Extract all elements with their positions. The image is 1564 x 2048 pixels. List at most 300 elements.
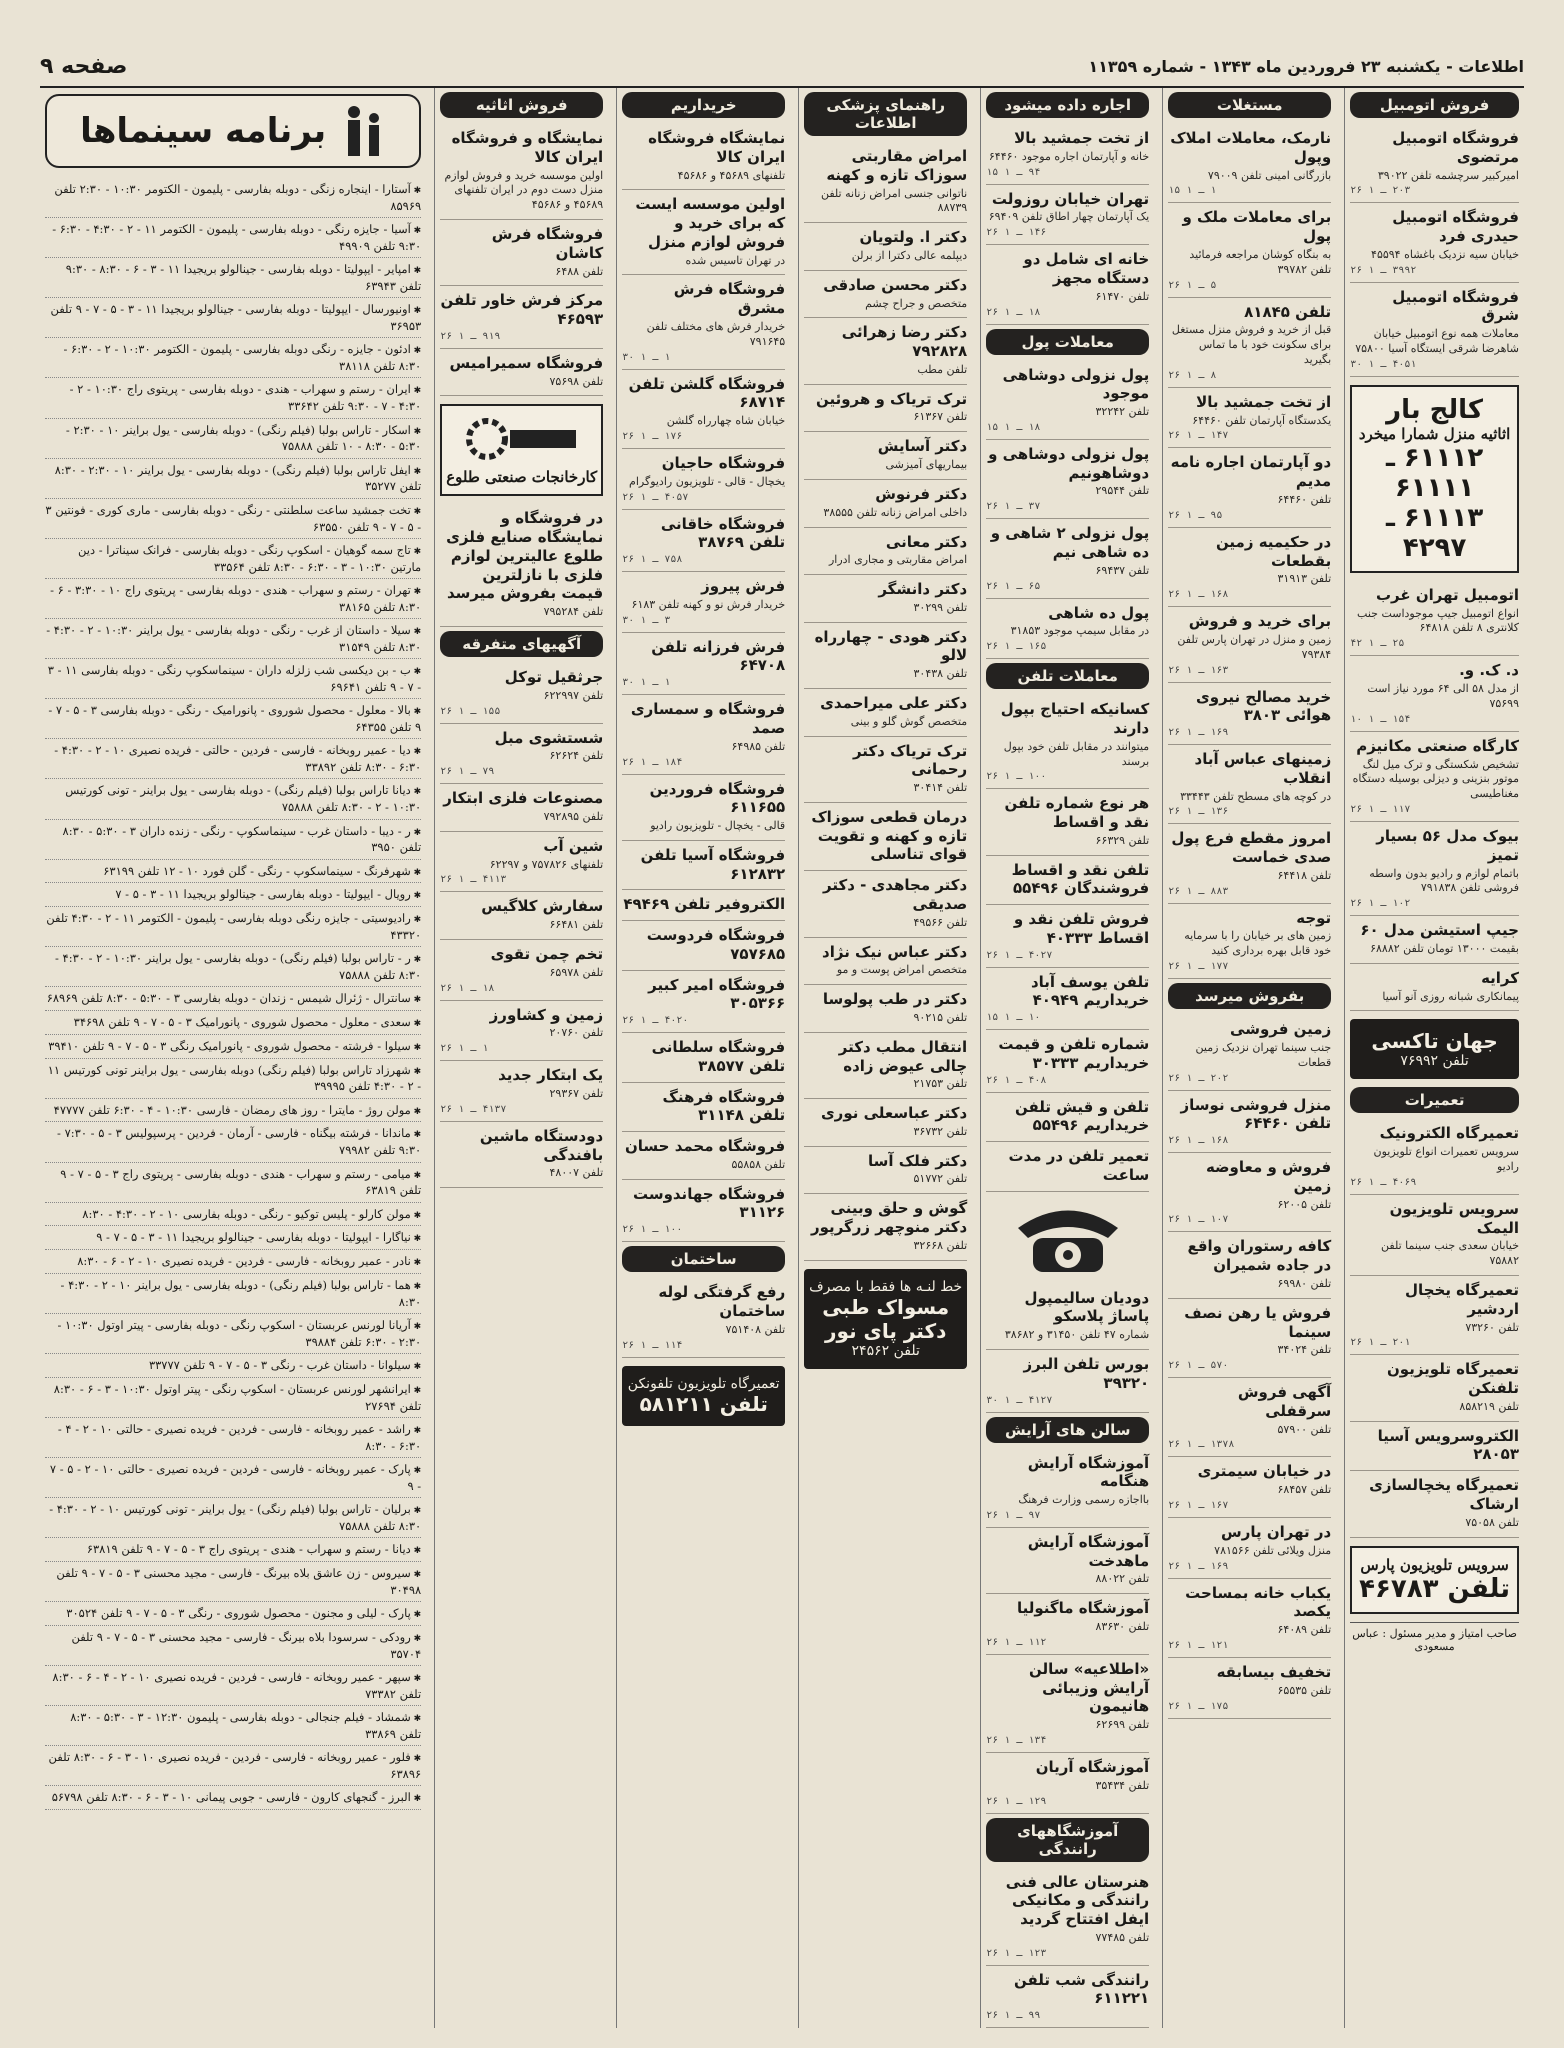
ad-list [1168,124,1331,979]
cinema-listing-item: ✱ سعدی - معلول - محصول شوروی - پانورامیک ۳ - ۵ - ۷ - ۹ تلفن ۳۴۶۹۸ [45,1011,421,1035]
ad-title: فروشگاه محمد حسان [624,1137,786,1156]
ad-list [1350,1119,1519,1537]
ad-body: تلفن ۸۳۶۳۰ [1095,1619,1150,1633]
page-header [40,46,1524,88]
ad-body: تلفن ۵۷۹۰۰ [1277,1422,1332,1436]
ad-body: تلفن ۶۹۹۸۰ [1277,1276,1332,1290]
ad-body: خیابان سعدی جنب سینما تلفن ۷۵۸۸۲ [1381,1239,1519,1268]
ad-title: کرایه [1481,968,1519,987]
ad-body: دیپلمه عالی دکترا از برلن [851,248,968,262]
cinema-listing-item: ✱ شمشاد - فیلم جنجالی - دوبله بفارسی - پلیمون ۱۲:۳۰ - ۳ - ۵:۳۰ - ۸:۳۰ تلفن ۳۳۸۶۹ [45,1706,421,1746]
ad-title: تهران خیابان روزولت [991,189,1150,208]
ad-code: ۱۵۵ ـ ۱ ۲۶ [440,705,501,717]
ad-code: ۱ ـ ۱ ۳۰ [622,351,671,363]
classified-ad [1350,203,1519,282]
ad-title: از تخت جمشید بالا [1014,129,1150,147]
ad-title: دکتر فرنوش [875,484,968,503]
cinema-listing-item: ✱ ایفل تاراس بولبا (فیلم رنگی) - دوبله بفارسی - یول براینر ۱۰ - ۲:۳۰ - ۸:۳۰ تلفن ۳۵۲۷۷ [45,459,421,499]
classified-ad [1350,1276,1519,1355]
ad-title: زمین و کشاورز [489,1005,604,1024]
ad-code: ۱۰۲ ـ ۱ ۲۶ [1350,898,1411,910]
ad-title: مصنوعات فلزی ابتکار [443,789,604,808]
ad-title: از تخت جمشید بالا [1196,392,1332,411]
ad-title: امروز مقطع فرع پول صدی خماست [1171,829,1332,867]
ad-body: از مدل ۵۸ الی ۶۴ مورد نیاز است ۷۵۶۹۹ [1367,682,1519,710]
cinema-listing-item: ✱ نیاگارا - ایپولیتا - دوبله بفارسی - جینالولو بریجیدا ۱۱ - ۳ - ۵ - ۷ - ۹ [45,1226,421,1250]
ad-list [986,1284,1149,1413]
classified-ad [804,271,967,319]
ad-title: پول نزولی دوشاهی موجود [1002,365,1150,403]
ad-body: تلفن ۳۰۴۱۴ [913,781,968,795]
cinema-listing-item: ✱ سیروس - زن عاشق بلاه بیرنگ - فارسی - مجید محسنی ۳ - ۵ - ۷ - ۹ تلفن ۳۰۴۹۸ [45,1562,421,1602]
classified-ad [622,190,785,275]
classified-ad [986,1142,1149,1192]
ad-title: فروشگاه و سمساری صمد [630,700,786,737]
ad-title: فروشگاه فردوست ۷۵۷۶۸۵ [646,926,786,963]
ad-list [986,695,1149,1192]
ad-title: رفع گرفتگی لوله ساختمان [658,1283,786,1320]
cinema-listing-item: ✱ تهران - رستم و سهراب - هندی - دوبله بفارسی - پریتوی راج ۱۰ - ۳:۳۰ - ۶ - ۸:۳۰ تلفن ۳۸۱۶۵ [45,579,421,619]
ad-code: ۴۰۲۷ ـ ۱ ۲۶ [986,949,1053,961]
cinema-listing-item: ✱ ماندانا - فرشته بیگناه - فارسی - آرمان - فردین - پرسپولیس ۳ - ۵ - ۷:۳۰ - ۹:۳۰ تلفن ۷۹۹۸۲ [45,1122,421,1162]
ad-body: بااجازه رسمی وزارت فرهنگ [1018,1493,1150,1507]
classified-ad [986,185,1149,246]
ad-title: کسانیکه احتیاج بپول دارند [1000,700,1150,737]
classified-ad [986,905,1149,968]
ad-body: تلفن ۴۹۵۶۶ [913,915,968,929]
ad-code: ۱۷۶ ـ ۱ ۲۶ [622,430,683,442]
classified-ad [804,528,967,576]
ad-body: تلفن ۶۸۴۵۷ [1277,1483,1332,1497]
ad-headline: کالج بار [1386,394,1484,425]
cinema-listing-item: ✱ سیلوانا - داستان غرب - رنگی ۳ - ۵ - ۷ - ۹ تلفن ۳۳۷۷۷ [45,1354,421,1378]
section-header-misc: آگهیهای متفرقه [440,631,603,657]
column-medical [798,88,972,2028]
ad-title: نمایشگاه و فروشگاه ایران کالا [451,129,604,166]
cinema-banner [45,94,421,168]
classified-ad [622,1083,785,1133]
classified-ad [986,789,1149,855]
ad-title: فروشگاه اتومبیل شرق [1392,287,1519,325]
ad-body: تلفن ۷۵۶۹۸ [549,374,604,388]
classified-ad [1350,964,1519,1012]
ad-title: پول نزولی ۲ شاهی و ده شاهی نیم [990,524,1150,561]
ad-list [440,504,603,627]
ad-body: تلفن ۷۷۴۸۵ [1095,1930,1150,1944]
ad-body: زمین های بر خیابان را با سرمایه خود قابل بهره برداری کنید [1184,929,1332,958]
classified-ad [986,1093,1149,1143]
ad-code: ۱۲۱ ـ ۱ ۲۶ [1168,1640,1229,1651]
ad-body: تلفن ۶۶۴۸۱ [549,918,604,932]
ad-title: یکباب خانه بمساحت یکصد [1185,1583,1332,1621]
classified-ad [986,1655,1149,1753]
section-header-repairs: تعمیرات [1350,1087,1519,1113]
ad-body: خیابان شاه چهارراه گلشن [666,414,786,428]
classified-ad [1168,1091,1331,1154]
column-rent [980,88,1154,2028]
cinema-listing-item: ✱ برلیان - تاراس بولبا (فیلم رنگی) - یول براینر - تونی کورتیس ۱۰ - ۲ - ۴:۳۰ - ۸:۳۰ تلفن ۷۵۸۸۸ [45,1498,421,1538]
section-header-for-sale: بفروش میرسد [1168,983,1331,1009]
ad-body: تلفنهای ۴۵۶۸۹ و ۴۵۶۸۶ [677,168,786,182]
ad-title: فروشگاه فرش مشرق [673,280,786,318]
cinema-listing-item: ✱ سانترال - ژئرال شیمس - زندان - دوبله بفارسی ۳ - ۵:۳۰ - ۸:۳۰ تلفن ۶۸۹۶۹ [45,987,421,1011]
ad-body: تلفن ۷۳۲۶۰ [1465,1320,1519,1334]
ad-title: فروشگاه سمیرامیس [449,353,604,372]
ad-title: زمینهای عباس آباد انقلاب [1194,750,1332,787]
classified-ad [1168,1457,1331,1518]
ad-headline: تعمیرگاه تلویزیون تلفونکن [627,1375,780,1392]
classified-ad [440,663,603,724]
ad-title: فروشگاه جهاندوست ۳۱۱۲۶ [632,1184,786,1222]
classified-ad [1168,298,1331,388]
ad-body: تلفن ۲۹۵۴۴ [1095,484,1150,498]
classified-ad [986,856,1149,906]
ad-body: تلفن ۷۵۰۵۸ [1465,1515,1519,1529]
cinema-listing-item: ✱ دیانا - رستم و سهراب - هندی - پریتوی راج ۳ - ۵ - ۷ - ۹ تلفن ۶۳۸۱۹ [45,1538,421,1562]
ad-body: یخچال - قالی - تلویزیون رادیوگرام [629,474,786,488]
ad-code: ۲۰۱ ـ ۱ ۲۶ [1350,1337,1411,1349]
cinema-listing-item: ✱ میامی - رستم و سهراب - هندی - دوبله بفارسی - پریتوی راج ۳ - ۵ - ۷ - ۹ تلفن ۶۳۸۱۹ [45,1163,421,1203]
classified-ad [1350,916,1519,964]
classified-ad [1168,683,1331,746]
ad-body: تلفن ۳۶۷۳۲ [913,1124,968,1138]
classified-ad [1350,1471,1519,1537]
ad-code: ۹۹ ـ ۱ ۲۶ [986,2010,1041,2022]
ad-title: فروشگاه آسیا تلفن ۶۱۲۸۳۲ [640,845,786,883]
ad-body: تلفن ۶۵۹۷۸ [549,965,604,979]
ad-title: آموزشگاه آرایش ماهدخت [1027,1532,1150,1570]
classified-ad [986,1449,1149,1528]
cinema-listing-item: ✱ دیا - عمیر روبخانه - فارسی - فردین - حالتی - فریده نصیری ۱۰ - ۲ - ۴:۳۰ - ۶:۳۰ - ۸:۳۰ تلفن ۳۳۸۹۲ [45,739,421,779]
column-cinema [40,88,426,2028]
ad-code: ۱۷۷ ـ ۱ ۲۶ [1168,961,1229,973]
ad-title: تخم چمن تقوی [490,945,604,964]
classified-ad [986,361,1149,440]
classified-ad [986,1966,1149,2028]
ad-title: در خیابان سیمتری [1197,1462,1332,1481]
ad-code: ۱۶۹ ـ ۱ ۲۶ [1168,727,1229,739]
classified-ad [622,572,785,633]
classified-ad [804,575,967,623]
cinema-listing-item: ✱ ر - تاراس بولبا (فیلم رنگی) - دوبله بفارسی - یول براینر ۱۰:۳۰ - ۲ - ۴:۳۰ - ۸:۳۰ تلفن ۷۵۸۸۸ [45,947,421,987]
ad-body: متخصص امراض پوست و مو [836,963,968,977]
ad-list [986,1449,1149,1814]
ad-body: اولین موسسه خرید و فروش لوازم منزل دست دوم در ایران تلفنهای ۴۵۶۸۹ و ۴۵۶۸۶ [444,168,604,212]
ad-phone: تلفن ۲۴۵۶۲ [851,1342,920,1359]
classified-ad [622,971,785,1034]
classified-ad [804,1033,967,1099]
classified-ad [622,1132,785,1180]
ad-title: فروشگاه خاقانی تلفن ۳۸۷۶۹ [660,514,786,552]
ad-code: ۱ ـ ۱ ۳۰ [622,677,671,689]
ad-code: ۱۰۷ ـ ۱ ۲۶ [1168,1214,1229,1226]
classified-ad [986,440,1149,519]
ad-title: دو آپارتمان اجاره نامه مدیم [1170,453,1332,491]
ad-body: تلفن ۲۱۷۵۳ [913,1077,968,1091]
cinema-listing-item: ✱ تخت جمشید ساعت سلطنتی - رنگی - دوبله بفارسی - ماری کوری - فونتین ۳ - ۵ - ۷ - ۹ تلفن ۶۳۵۵۰ [45,499,421,539]
ad-code: ۹۵ ـ ۱ ۲۶ [1168,509,1223,521]
cinema-listing-item: ✱ بالا - معلول - محصول شوروی - پانورامیک - رنگی - دوبله بفارسی ۳ - ۵ - ۷ - ۹ تلفن ۶۴۳۵۵ [45,699,421,739]
section-header-driving: آموزشگاههای رانندگی [986,1818,1149,1862]
ad-title: نمایشگاه فروشگاه ایران کالا [648,129,786,166]
ad-code: ۱۸ ـ ۱ ۲۶ [440,982,495,994]
ad-title: فروشگاه گلشن تلفن ۶۸۷۱۴ [628,374,786,412]
telephone-illustration [986,1198,1149,1278]
cinema-listing-item: ✱ سیلوا - فرشته - محصول شوروی - پانورامیک رنگی ۳ - ۵ - ۷ - ۹ تلفن ۳۹۴۱۰ [45,1035,421,1059]
cinema-listing [45,178,421,1810]
ad-body: قبل از خرید و فروش منزل مستغل برای سکونت خود با ما تماس بگیرید [1171,323,1332,366]
classified-ad [1168,904,1331,979]
ad-title: فروشگاه فرهنگ تلفن ۳۱۱۴۸ [662,1087,786,1125]
cinema-listing-item: ✱ هما - تاراس بولبا (فیلم رنگی) - دوبله بفارسی - یول براینر ۱۰ - ۲ - ۴:۳۰ - ۸:۳۰ [45,1274,421,1314]
section-header-furniture: فروش اثاثیه [440,92,603,118]
classified-ad [804,737,967,803]
ad-body: متخصص گوش گلو و بینی [850,714,968,728]
classified-ad [804,1099,967,1147]
ad-title: شماره تلفن و قیمت خریداریم ۳۰۳۳۳ [998,1035,1150,1072]
ad-title: جیپ استیشن مدل ۶۰ [1360,921,1519,940]
ad-body: پیمانکاری شبانه روزی آنو آسیا [1382,989,1519,1003]
ad-list [1350,124,1519,377]
cinema-listing-item: ✱ اونیورسال - ایپولیتا - دوبله بفارسی - جینالولو بریجیدا ۱۱ - ۳ - ۵ - ۷ - ۹ تلفن ۳۶۹۵۳ [45,298,421,338]
ad-body: تلفن ۶۴۹۸۵ [731,739,786,753]
ad-code: ۳۷ ـ ۱ ۲۶ [986,501,1041,513]
ad-title: فروشگاه فروردین ۶۱۱۶۵۵ [649,779,786,817]
ad-code: ۱۳۴ ـ ۱ ۲۶ [986,1734,1047,1746]
ad-body: امراض مقاربتی و مجاری ادرار [828,553,968,567]
toothbrush-ad [804,1269,967,1369]
ad-list [986,361,1149,660]
ad-body: تلفن ۶۴۰۸۹ [1277,1623,1332,1637]
classified-ad [1168,1658,1331,1719]
ad-title: تعمیرگاه یخچال اردشیر [1405,1281,1519,1318]
classified-ad [986,1350,1149,1413]
cinema-listing-item: ✱ پارک - لیلی و مجنون - محصول شوروی - رنگی ۳ - ۵ - ۷ - ۹ تلفن ۳۰۵۲۴ [45,1602,421,1626]
ad-title: الکتروسرویس آسیا ۲۸۰۵۳ [1377,1426,1519,1464]
family-icon [342,104,386,158]
ad-phone: تلفن ۷۶۹۹۲ [1400,1053,1469,1070]
classified-ad [1168,388,1331,449]
ad-body: تلفن ۶۵۵۳۵ [1277,1683,1332,1697]
ad-code: ۴۰۸ ـ ۱ ۲۶ [986,1074,1047,1086]
classified-ad [804,938,967,986]
classified-ad [622,1278,785,1357]
cinema-listing-item: ✱ ایرانشهر لورنس عربستان - اسکوپ رنگی - پیتر اوتول ۱۰:۳۰ - ۳ - ۶ - ۸:۳۰ تلفن ۲۷۶۹۴ [45,1378,421,1418]
classified-ad [986,1753,1149,1814]
ad-title: خانه ای شامل دو دستگاه مجهز [1023,250,1150,287]
classified-ad [1350,1119,1519,1194]
ad-body: تلفن ۶۲۲۹۹۷ [543,688,604,702]
classified-ad [1350,124,1519,203]
section-header-buying: خریداریم [622,92,785,118]
classified-ad [622,1033,785,1083]
ad-phone: تلفن ۴۶۷۸۳ [1359,1573,1511,1604]
classified-ad [1168,528,1331,607]
ad-title: فروشگاه فرش کاشان [491,225,604,262]
ad-body: به بنگاه کوشان مراجعه فرمائید تلفن ۳۹۷۸۲ [1189,247,1332,276]
telephone-icon [1003,1198,1133,1278]
classified-ad [804,1194,967,1260]
ad-title: در حکیمیه زمین بقطعات [1215,532,1332,570]
ad-title: ترک تریاک و هروئین [815,389,968,408]
classified-ad [1168,1378,1331,1457]
ad-title: الکتروفیر تلفن ۴۹۴۶۹ [623,895,786,914]
section-header-money: معاملات پول [986,329,1149,355]
ad-body: تلفن ۴۸۰۰۷ [549,1166,604,1180]
ad-title: تلفن یوسف آباد خریداریم ۴۰۹۴۹ [1030,972,1150,1010]
ad-body: انواع اتومبیل جیپ موجوداست جنب کلانتری ۸ تلفن ۶۴۸۱۸ [1357,606,1519,635]
ad-title: دکتر عباسعلی نوری [820,1104,968,1123]
ad-body: خیابان سیه نزدیک باغشاه ۴۵۵۹۴ [1371,247,1519,261]
classified-ad [440,504,603,627]
classified-ad [440,892,603,940]
ad-title: درمان قطعی سوزاک تازه و کهنه و تقویت قوای تناسلی [811,807,968,864]
ad-title: دکتر محسن صادقی [823,275,968,294]
ad-code: ۹۱۹ ـ ۱ ۲۶ [440,330,501,342]
ad-title: فروشگاه اتومبیل حیدری فرد [1392,208,1519,246]
column-cars [1344,88,1524,2028]
ad-title: زمین فروشی [1230,1020,1332,1039]
ad-title: پول نزولی دوشاهی و دوشاهونیم [988,444,1150,482]
ad-code: ۱۲۹ ـ ۱ ۲۶ [986,1795,1047,1807]
ad-body: زمین و منزل در تهران پارس تلفن ۷۹۳۸۴ [1177,632,1332,661]
ad-body: سرویس تعمیرات انواع تلویزیون رادیو [1373,1145,1519,1173]
ad-body: در کوچه های مسطح تلفن ۳۳۴۴۳ [1180,789,1332,803]
ad-body: تلفن ۶۴۴۱۸ [1277,868,1332,882]
classified-ad [1168,1153,1331,1232]
ad-list [1168,1015,1331,1718]
classified-ad [986,124,1149,185]
cinema-listing-item: ✱ آریانا لورنس عربستان - اسکوپ رنگی - دوبله بفارسی - پیتر اوتول ۱۰:۳۰ - ۲:۳۰ - ۶:۳۰ تلفن ۳۹۸۸۴ [45,1314,421,1354]
ad-title: تعمیرگاه الکترونیک [1379,1124,1519,1143]
ad-body: امیرکبیر سرچشمه تلفن ۳۹۰۲۲ [1377,168,1519,182]
ad-body: خریدار فرش های مختلف تلفن ۷۹۱۶۴۵ [646,319,786,348]
ad-body: خریدار فرش نو و کهنه تلفن ۶۱۸۳ [631,597,786,611]
cinema-listing-item: ✱ رویال - ایپولیتا - دوبله بفارسی - جینالولو بریجیدا ۱۱ - ۳ - ۵ - ۷ [45,883,421,907]
classified-ad [622,370,785,449]
ad-list [440,663,603,1188]
ad-code: ۴۱۱۳ ـ ۱ ۲۶ [440,874,507,886]
cinema-listing-item: ✱ رادیوسیتی - جایزه رنگی دوبله بفارسی - پلیمون - الکتومر ۱۱ - ۲ - ۴:۳۰ تلفن ۴۳۳۲۰ [45,907,421,947]
column-furniture [434,88,608,2028]
ad-title: فروشگاه اتومبیل مرتضوی [1392,129,1519,166]
cinema-listing-item: ✱ فلور - عمیر روبخانه - فارسی - فردین - فریده نصیری ۱۰ - ۳ - ۶ - ۸:۳۰ تلفن ۶۳۸۹۶ [45,1746,421,1786]
cinema-listing-item: ✱ دیانا تاراس بولبا (فیلم رنگی) - دوبله بفارسی - یول براینر - تونی کورتیس ۱۰:۳۰ - ۲ - ۸:۳۰ تلفن ۷۵۸۸۸ [45,779,421,819]
classified-ad [1350,283,1519,377]
classified-ad [440,1061,603,1122]
ad-title: سفارش کلاگیس [481,897,604,916]
classified-ad [804,1147,967,1195]
ad-code: ۳۹۹۲ ـ ۱ ۲۶ [1350,264,1417,276]
ad-body: معاملات همه نوع اتومبیل خیابان شاهرضا شرقی ایستگاه آسیا ۷۵۸۰۰ [1355,327,1519,356]
ad-body: در مقابل سیمپ موجود ۳۱۸۵۳ [1010,624,1150,638]
classified-ad [1350,656,1519,731]
ad-code: ۵۷۰ ـ ۱ ۲۶ [1168,1360,1229,1372]
classified-ad [622,449,785,510]
ad-title: برای معاملات ملک و پول [1182,208,1332,246]
ad-title: آموزشگاه آریان [1035,1757,1150,1776]
ad-title: دکتر در طب پولوسا [822,990,968,1009]
classified-ad [804,385,967,433]
section-header-construction: ساختمان [622,1246,785,1272]
ad-title: نارمک، معاملات املاک وپول [1170,129,1332,166]
ad-title: دکتر آسایش [877,437,968,456]
ad-code: ۹۷ ـ ۱ ۲۶ [986,1509,1041,1521]
classified-ad [1350,1422,1519,1472]
ad-list [622,1278,785,1357]
ad-body: تلفن ۷۹۲۸۹۵ [543,810,604,823]
ad-body: تلفن ۸۸۰۲۲ [1095,1572,1150,1586]
ad-title: مرکز فرش خاور تلفن ۴۶۵۹۳ [440,291,604,329]
ad-code: ۹۴ ـ ۱ ۱۵ [986,166,1041,178]
ad-title: دکتر ا. ولتویان [859,228,968,247]
jahan-taxi-ad [1350,1019,1519,1079]
ad-code: ۳ ـ ۱ ۳۰ [622,614,671,626]
classified-ad [440,832,603,893]
classified-ad [804,223,967,271]
ad-code: ۷۹ ـ ۱ ۲۶ [440,766,495,778]
ad-body: تلفن ۵۱۷۷۲ [913,1172,968,1186]
classified-ad [440,349,603,397]
ad-body: تلفن ۳۲۶۶۸ [913,1238,968,1252]
classified-ad [440,1001,603,1062]
ad-body: تلفن ۳۰۴۳۸ [913,667,968,681]
classified-ad [440,286,603,349]
ad-title: بیوک مدل ۵۶ بسیار تمیز [1376,827,1519,864]
ad-title: فروشگاه حاجیان [661,453,786,472]
ad-title: جرثقیل توکل [504,668,604,687]
ad-code: ۱۵۴ ـ ۱ ۱۰ [1350,713,1411,725]
ad-subline: مسواک طبی دکتر پای نور [822,1294,950,1343]
classified-ad [440,124,603,220]
ad-code: ۴۰۵۷ ـ ۱ ۲۶ [622,491,689,503]
classified-ad [440,940,603,1001]
ad-body: تلفن ۶۹۴۳۷ [1095,563,1150,577]
cinema-listing-item: ✱ نادر - عمیر روبخانه - فارسی - فردین - فریده نصیری ۱۰ - ۲ - ۶ - ۸:۳۰ [45,1250,421,1274]
ad-title: در تهران پارس [1221,1523,1332,1542]
classified-ad [986,1528,1149,1594]
toloo-logo-ad [440,404,603,496]
classified-ad [1350,1195,1519,1276]
ad-title: تخفیف بیسابقه [1216,1663,1332,1681]
classified-ad [1350,822,1519,916]
ad-title: دکتر دانشگر [878,580,968,599]
classified-ad [986,1284,1149,1350]
classified-ad [804,142,967,223]
gear-icon [462,414,582,464]
ad-headline: جهان تاکسی [1371,1029,1498,1054]
ad-body: تلفن ۶۶۳۲۹ [1095,833,1150,847]
section-header-rent: اجاره داده میشود [986,92,1149,118]
masthead: اطلاعات - یکشنبه ۲۳ فروردین ماه ۱۳۴۳ - شماره ۱۱۳۵۹ [1088,56,1524,76]
classified-ad [986,245,1149,324]
ad-body: ناتوانی جنسی امراض زنانه تلفن ۸۸۷۳۹ [820,186,968,215]
cinema-listing-item: ✱ مولن روژ - مایترا - روز های رمضان - فارسی ۱۰:۳۰ - ۴ - ۶:۳۰ تلفن ۴۷۷۷۷ [45,1099,421,1123]
cinema-listing-item: ✱ ایران - رستم و سهراب - هندی - دوبله بفارسی - پریتوی راج ۱۰:۳۰ - ۲ - ۴:۳۰ - ۷ - ۹:۳۰ تلفن ۳۳۶۴۲ [45,378,421,418]
ad-title: خرید مصالح نیروی هوائی ۳۸۰۳ [1196,687,1332,725]
ad-body: تشخیص شکستگی و ترک میل لنگ موتور بنزینی و دیزلی بوسیله دستگاه مغناطیسی [1352,757,1519,801]
ad-title: توجه [1296,908,1332,927]
ad-title: دکتر فلک آسا [868,1151,968,1170]
classified-ad [986,1594,1149,1655]
ad-title: گوش و حلق وبینی دکتر منوچهر زرگرپور [811,1199,968,1237]
ad-list [622,124,785,1242]
ad-body: تلفن ۶۲۶۲۴ [549,749,604,763]
classified-ad [622,510,785,573]
ad-code: ۱۳۶ ـ ۱ ۲۶ [1168,806,1229,818]
ad-headline: سرویس تلویزیون پارس [1360,1555,1509,1574]
page-number: صفحه ۹ [40,53,128,79]
